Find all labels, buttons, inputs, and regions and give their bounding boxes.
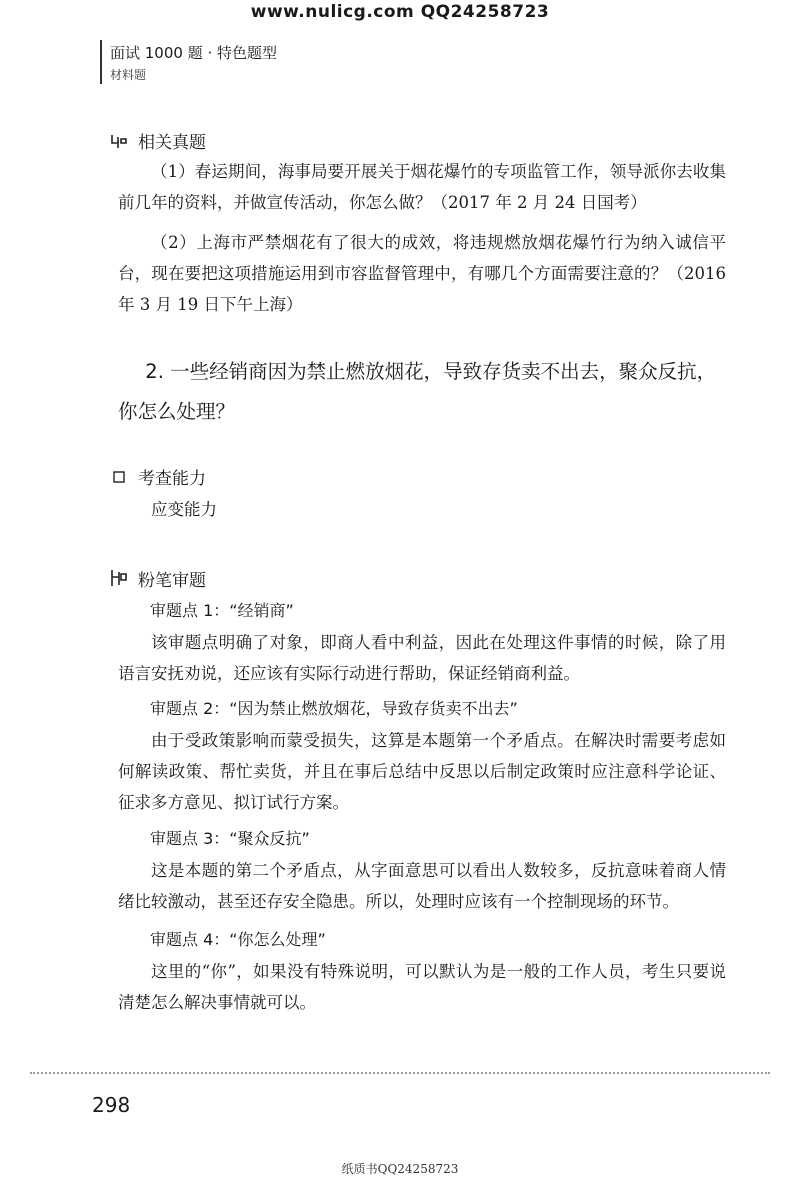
related-heading: 相关真题 xyxy=(138,133,206,153)
analysis-point-text: 由于受政策影响而蒙受损失，这算是本题第一个矛盾点。在解决时需要考虑如何解读政策、帮忙卖货，并且在事后总结中反思以后制定政策时应注意科学论证、征求多方意见、拟订试行方案。 xyxy=(118,731,726,812)
related-item: （2）上海市严禁烟花有了很大的成效，将违规燃放烟花爆竹行为纳入诚信平台，现在要把这项措施运用到市容监督管理中，有哪几个方面需要注意的？（2016 年 3 月 19 日下午上海） xyxy=(118,233,726,314)
header-divider xyxy=(100,40,102,84)
header-subtitle: 材料题 xyxy=(110,68,147,82)
analysis-point-label: 审题点 1：“经销商” xyxy=(150,601,294,620)
header-title: 面试 1000 题 · 特色题型 xyxy=(110,44,278,62)
ability-value: 应变能力 xyxy=(151,500,217,519)
page-number: 298 xyxy=(92,1093,131,1117)
analysis-point-text: 该审题点明确了对象，即商人看中利益，因此在处理这件事情的时候，除了用语言安抚劝说，还应该有实际行动进行帮助，保证经销商利益。 xyxy=(118,633,726,683)
analysis-point-text: 这里的“你”，如果没有特殊说明，可以默认为是一般的工作人员，考生只要说清楚怎么解决事情就可以。 xyxy=(118,962,726,1012)
analysis-point-label: 审题点 4：“你怎么处理” xyxy=(150,930,326,949)
analysis-point-label: 审题点 2：“因为禁止燃放烟花，导致存货卖不出去” xyxy=(150,699,518,718)
analysis-point-label: 审题点 3：“聚众反抗” xyxy=(150,829,310,848)
analysis-heading: 粉笔审题 xyxy=(138,571,206,591)
related-heading-row xyxy=(110,128,206,153)
bracket-section-icon xyxy=(110,132,128,150)
square-section-icon xyxy=(110,468,128,486)
footer-divider xyxy=(30,1072,770,1074)
ability-heading-row xyxy=(110,464,206,489)
related-item: （1）春运期间，海事局要开展关于烟花爆竹的专项监管工作，领导派你去收集前几年的资料，并做宣传活动，你怎么做？（2017 年 2 月 24 日国考） xyxy=(118,162,726,212)
footer-watermark: 纸质书QQ24258723 xyxy=(341,1162,459,1176)
question-title: 2. 一些经销商因为禁止燃放烟花，导致存货卖不出去，聚众反抗，你怎么处理？ xyxy=(118,360,717,423)
analysis-heading-row xyxy=(110,566,206,591)
analysis-point-text: 这是本题的第二个矛盾点，从字面意思可以看出人数较多，反抗意味着商人情绪比较激动，甚至还存安全隐患。所以，处理时应该有一个控制现场的环节。 xyxy=(118,861,726,911)
bracket-section-icon xyxy=(110,568,128,586)
ability-heading: 考查能力 xyxy=(138,469,206,489)
top-watermark: www.nulicg.com QQ24258723 xyxy=(250,2,550,22)
